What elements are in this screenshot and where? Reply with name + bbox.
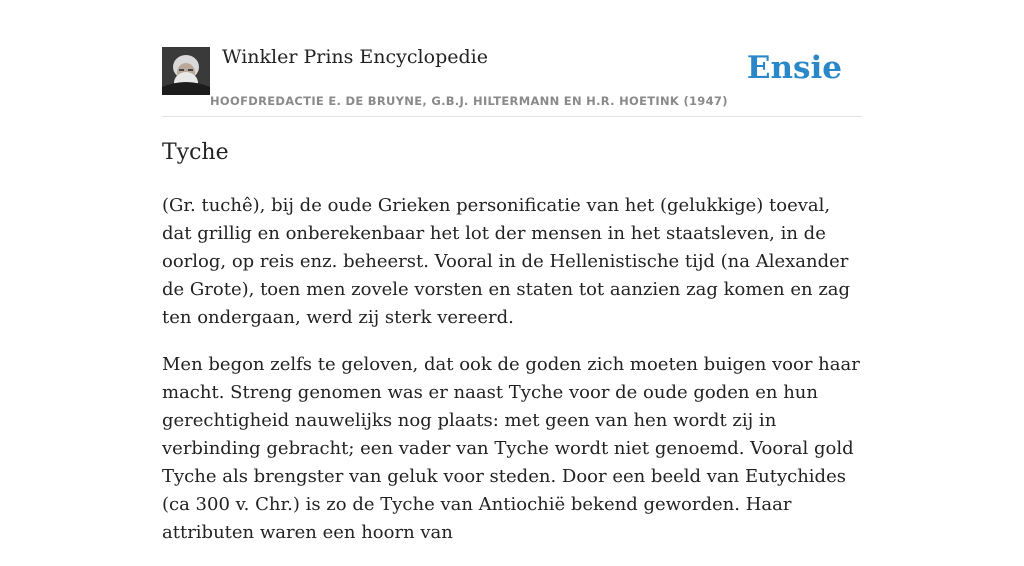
article-paragraph: Men begon zelfs te geloven, dat ook de goden zich moeten buigen voor haar macht. Streng genomen was er naast Tyche voor de oude goden en hun gerechtigheid nauwelijks nog plaats: met geen van hen wordt zij in verbinding gebracht; een vader van Tyche wordt niet genoemd. Vooral gold Tyche als brengster van geluk voor steden. Door een beeld van Eutychides (ca 300 v. Chr.) is zo de Tyche van Antiochië bekend geworden. Haar attributen waren een hoorn van <box>162 354 860 543</box>
article-body <box>162 192 862 566</box>
publication-title[interactable]: Winkler Prins Encyclopedie <box>222 46 488 68</box>
article-title: Tyche <box>162 140 229 165</box>
publication-header <box>162 0 862 117</box>
ensie-logo[interactable]: Ensie <box>746 50 842 86</box>
portrait-avatar-icon[interactable] <box>162 47 210 95</box>
content-container <box>162 0 862 543</box>
editors-line: HOOFDREDACTIE E. DE BRUYNE, G.B.J. HILTERMANN EN H.R. HOETINK (1947) <box>210 94 728 108</box>
article-paragraph: (Gr. tuchê), bij de oude Grieken personificatie van het (gelukkige) toeval, dat grillig en onberekenbaar het lot der mensen in het staatsleven, in de oorlog, op reis enz. beheerst. Vooral in de Hellenistische tijd (na Alexander de Grote), toen men zovele vorsten en staten tot aanzien zag komen en zag ten ondergaan, werd zij sterk vereerd. <box>162 195 851 328</box>
